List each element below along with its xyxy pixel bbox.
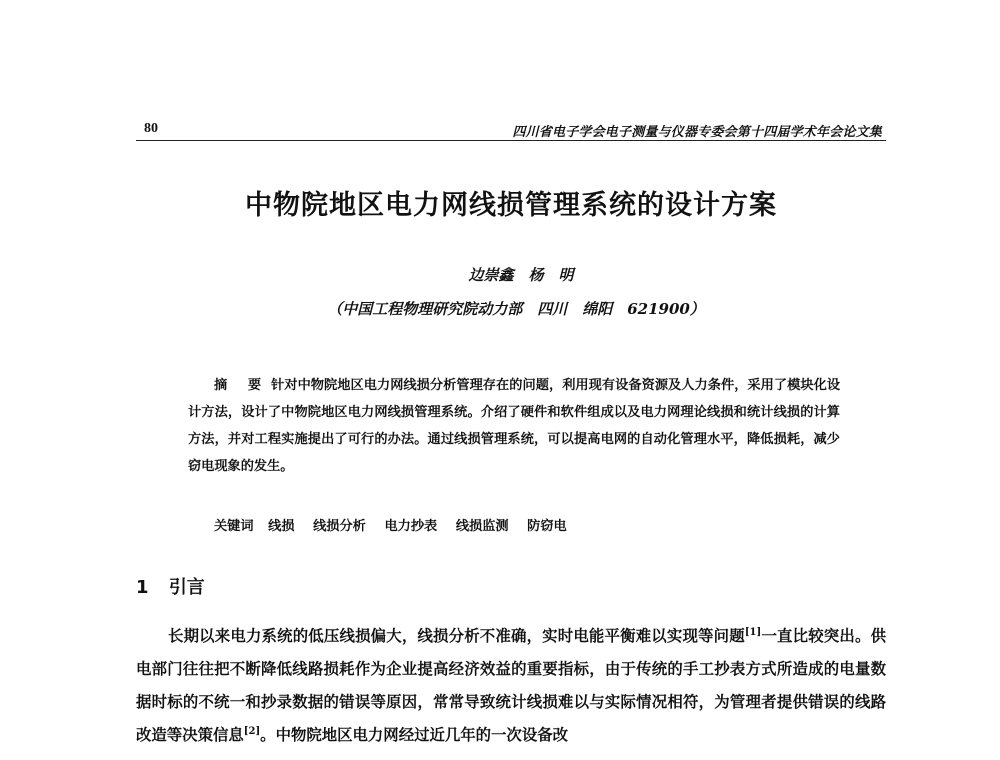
body-paragraph	[136, 620, 886, 752]
keywords-label: 关键词	[214, 519, 254, 534]
paper-title: 中物院地区电力网线损管理系统的设计方案	[245, 190, 777, 221]
citation-ref: [1]	[744, 626, 762, 638]
journal-title: 四川省电子学会电子测量与仪器专委会第十四届学术年会论文集	[512, 125, 882, 140]
authors: 边崇鑫 杨 明	[468, 266, 574, 284]
abstract-text: 针对中物院地区电力网线损分析管理存在的问题，利用现有设备资源及人力条件，采用了模块化设计方法，设计了中物院地区电力网线损管理系统。介绍了硬件和软件组成以及电力网理论线损和统计线损的计算方法，并对工程实施提出了可行的办法。通过线损管理系统，可以提高电网的自动化管理水平，降低损耗，减少窃电现象的发生。	[188, 378, 841, 474]
section-number: 1	[136, 577, 149, 598]
affiliation: （中国工程物理研究院动力部 四川 绵阳 621900）	[327, 300, 705, 318]
section-title: 引言	[168, 577, 205, 598]
keyword: 线损分析	[313, 519, 366, 534]
keyword: 电力抄表	[384, 519, 438, 534]
abstract-label: 摘 要	[214, 378, 270, 393]
section-heading	[136, 573, 205, 599]
keyword: 线损监测	[455, 519, 509, 534]
keyword: 防窃电	[527, 519, 567, 534]
keyword: 线损	[268, 519, 295, 534]
abstract	[188, 372, 840, 480]
keywords	[214, 515, 581, 534]
page-number: 80	[144, 121, 158, 136]
citation-ref: [2]	[243, 725, 261, 737]
body-text: 一直比较突出。供电部门往往把不断降低线路损耗作为企业提高经济效益的重要指标，由于传统的手工抄表方式所造成的电量数据时标的不统一和抄录数据的错误等原因，常常导致统计线损难以与实际情况相符，为管理者提供错误的线路改造等决策信息	[136, 627, 886, 744]
body-text: 长期以来电力系统的低压线损偏大，线损分析不准确，实时电能平衡难以实现等问题	[168, 627, 745, 645]
body-text: 。中物院地区电力网经过近几年的一次设备改	[260, 726, 568, 744]
running-header	[136, 118, 886, 141]
